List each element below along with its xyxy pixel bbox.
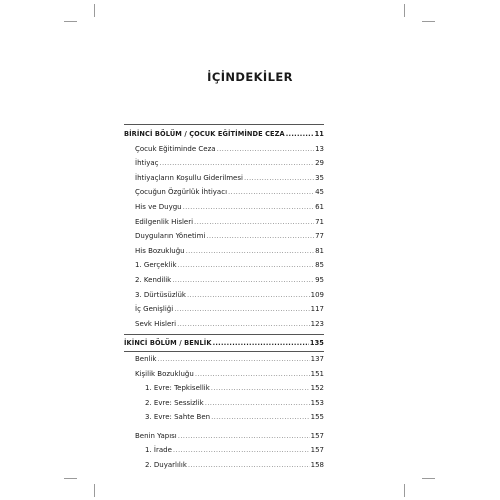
toc-page-number: 153 (310, 398, 324, 407)
toc-entry[interactable] (124, 317, 324, 332)
toc-section-title: İKİNCİ BÖLÜM / BENLİK (124, 339, 212, 348)
toc-entry-label: Benin Yapısı (135, 431, 177, 440)
divider (124, 124, 324, 125)
toc-page-number: 11 (314, 130, 324, 138)
toc-entry-label: His ve Duygu (135, 202, 182, 211)
dot-leader (217, 142, 315, 157)
toc-entry[interactable] (124, 215, 324, 230)
toc-subentry[interactable] (124, 396, 324, 411)
dot-leader (206, 229, 314, 244)
toc-entry[interactable] (124, 156, 324, 171)
crop-mark (422, 478, 435, 479)
toc-entry[interactable] (124, 244, 324, 259)
dot-leader (177, 317, 310, 332)
toc-page-number: 157 (310, 431, 324, 440)
dot-leader (188, 458, 310, 473)
toc-subentry[interactable] (124, 443, 324, 458)
crop-mark (64, 478, 77, 479)
crop-mark (422, 21, 435, 22)
toc-entry[interactable] (124, 258, 324, 273)
toc-entry[interactable] (124, 302, 324, 317)
toc-page-number: 152 (310, 384, 324, 393)
toc-page-number: 77 (315, 232, 324, 241)
toc-page-number: 117 (310, 305, 324, 314)
toc-section-heading[interactable] (124, 336, 324, 351)
toc-page-number: 71 (315, 217, 324, 226)
toc-entry[interactable] (124, 185, 324, 200)
toc-subentry[interactable] (124, 410, 324, 425)
toc-entry-label: 2. Kendilik (135, 275, 172, 284)
dot-leader (183, 200, 314, 215)
toc-entry[interactable] (124, 200, 324, 215)
toc-section-title: BİRİNCİ BÖLÜM / ÇOCUK EĞİTİMİNDE CEZA (124, 130, 285, 138)
crop-mark (404, 484, 405, 497)
toc-entry-label: Çocuğun Özgürlük İhtiyacı (135, 188, 228, 197)
dot-leader (178, 429, 310, 444)
dot-leader (174, 302, 309, 317)
divider (124, 334, 324, 335)
dot-leader (173, 443, 310, 458)
crop-mark (94, 484, 95, 497)
toc-page-number: 155 (310, 413, 324, 422)
toc-entry-label: 3. Evre: Sahte Ben (145, 413, 211, 422)
toc-entry-label: Benlik (135, 354, 157, 363)
toc-entry-label: İç Genişliği (135, 305, 174, 314)
dot-leader (194, 215, 314, 230)
toc-entry-label: İhtiyaçların Koşullu Giderilmesi (135, 173, 243, 182)
dot-leader (211, 410, 310, 425)
toc-entry-label: 2. Evre: Sessizlik (145, 398, 204, 407)
toc-entry-label: 1. Gerçeklik (135, 261, 177, 270)
toc-subentry[interactable] (124, 381, 324, 396)
toc-entry-label: 1. İrade (145, 446, 172, 455)
dot-leader (286, 127, 314, 142)
dot-leader (213, 336, 309, 351)
toc-entry[interactable] (124, 142, 324, 157)
crop-mark (64, 21, 77, 22)
toc-entry-label: İhtiyaç (135, 159, 159, 168)
dot-leader (244, 171, 314, 186)
toc-entry-label: Duyguların Yönetimi (135, 232, 206, 241)
dot-leader (187, 288, 310, 303)
toc-page-number: 85 (315, 261, 324, 270)
toc-section-heading[interactable] (124, 127, 324, 142)
toc-entry[interactable] (124, 229, 324, 244)
dot-leader (172, 273, 314, 288)
toc-entry-label: 2. Duyarlılık (145, 461, 187, 470)
toc-entry[interactable] (124, 367, 324, 382)
toc-page-number: 29 (315, 159, 324, 168)
crop-mark (404, 4, 405, 17)
toc-page-number: 45 (315, 188, 324, 197)
toc-page-number: 123 (310, 319, 324, 328)
toc-entry[interactable] (124, 171, 324, 186)
toc-page-number: 109 (310, 290, 324, 299)
dot-leader (186, 244, 314, 259)
toc-page-number: 81 (315, 246, 324, 255)
dot-leader (228, 185, 314, 200)
dot-leader (205, 396, 310, 411)
toc-entry[interactable] (124, 352, 324, 367)
toc-page-number: 137 (310, 354, 324, 363)
toc-entry-label: Çocuk Eğitiminde Ceza (135, 144, 216, 153)
table-of-contents (124, 124, 324, 473)
toc-page-number: 13 (315, 144, 324, 153)
crop-mark (94, 4, 95, 17)
toc-entry-label: Sevk Hisleri (135, 319, 177, 328)
dot-leader (158, 352, 310, 367)
toc-page-number: 95 (315, 275, 324, 284)
toc-entry-label: Kişilik Bozukluğu (135, 369, 194, 378)
dot-leader (159, 156, 314, 171)
toc-page-number: 35 (315, 173, 324, 182)
toc-entry[interactable] (124, 429, 324, 444)
toc-entry-label: Edilgenlik Hisleri (135, 217, 194, 226)
toc-page-number: 135 (309, 339, 324, 348)
toc-page-number: 158 (310, 461, 324, 470)
dot-leader (195, 367, 310, 382)
toc-subentry[interactable] (124, 458, 324, 473)
dot-leader (178, 258, 315, 273)
toc-entry[interactable] (124, 273, 324, 288)
toc-entry-label: His Bozukluğu (135, 246, 185, 255)
page-title: İÇİNDEKİLER (207, 70, 293, 84)
toc-page-number: 157 (310, 446, 324, 455)
toc-entry-label: 3. Dürtüsüzlük (135, 290, 186, 299)
dot-leader (211, 381, 310, 396)
toc-entry-label: 1. Evre: Tepkisellik (145, 384, 210, 393)
toc-page-number: 61 (315, 202, 324, 211)
toc-page-number: 151 (310, 369, 324, 378)
toc-entry[interactable] (124, 288, 324, 303)
